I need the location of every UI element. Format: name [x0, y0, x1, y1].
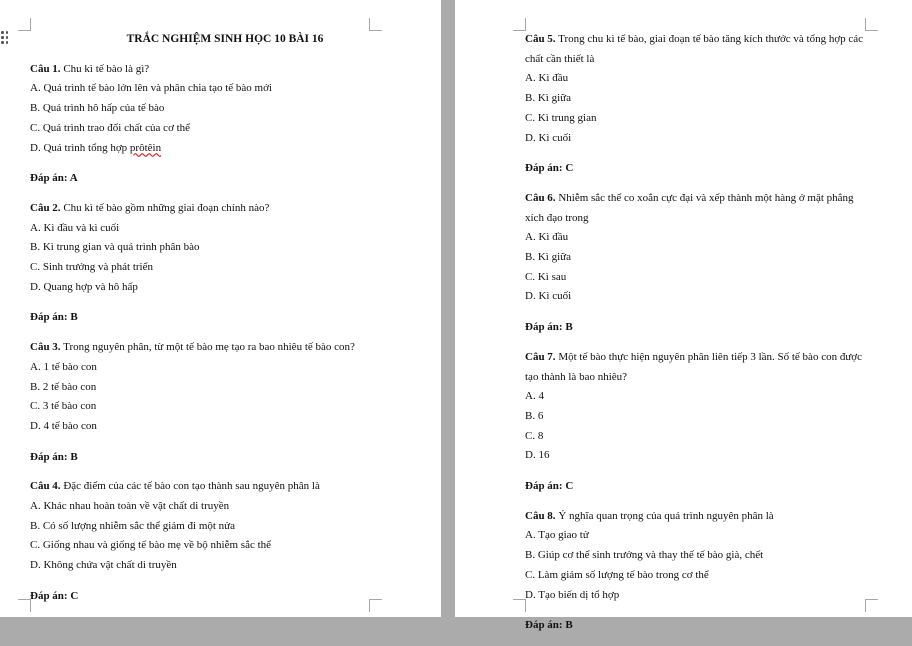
option-b: B. 2 tế bào con — [30, 380, 97, 393]
option-c: C. Sinh trưởng và phát triển — [30, 261, 153, 274]
option-a: A. 4 — [525, 390, 544, 403]
answer-text: Đáp án: A — [30, 172, 78, 185]
option-c: C. Làm giảm số lượng tế bào trong cơ thể — [525, 568, 709, 581]
option-a: A. Kì đầu — [525, 231, 569, 244]
option-a: A. 1 tế bào con — [30, 360, 97, 373]
option-c: C. Kì trung gian — [525, 111, 597, 124]
option-b: B. Kì giữa — [525, 92, 571, 105]
question-block — [30, 477, 410, 606]
question-text: Câu 4. Đặc điểm của các tế bào con tạo thành sau nguyên phân là — [30, 480, 320, 493]
option-b: B. Kì giữa — [525, 251, 571, 264]
option-b: B. Quá trình hô hấp của tế bào — [30, 102, 165, 115]
option-d: D. Quang hợp và hô hấp — [30, 280, 138, 293]
question-text: Câu 7. Một tế bào thực hiện nguyên phân liên tiếp 3 lần. Số tế bào con được tạo thành là bao nhiêu? — [525, 350, 862, 383]
option-a: A. Tạo giao tử — [525, 529, 589, 542]
option-a: A. Khác nhau hoàn toàn về vật chất di truyền — [30, 500, 230, 513]
question-block — [525, 30, 870, 179]
question-block — [30, 60, 410, 189]
option-d: D. 4 tế bào con — [30, 419, 97, 432]
document-title: TRẮC NGHIỆM SINH HỌC 10 BÀI 16 — [126, 33, 324, 45]
option-d: D. 16 — [525, 449, 550, 462]
option-a: A. Quá trình tế bào lớn lên và phân chia tạo tế bào mới — [30, 82, 272, 95]
option-c: C. 8 — [525, 429, 544, 442]
option-a: A. Kì đầu — [525, 72, 569, 85]
answer-text: Đáp án: B — [525, 321, 573, 334]
option-b: B. 6 — [525, 409, 544, 422]
option-c: C. Quá trình trao đổi chất của cơ thể — [30, 121, 191, 134]
option-c: C. Kì sau — [525, 270, 567, 283]
answer-text: Đáp án: B — [30, 311, 78, 324]
question-text: Câu 3. Trong nguyên phân, từ một tế bào mẹ tạo ra bao nhiêu tế bào con? — [30, 341, 355, 354]
page-content[interactable] — [525, 30, 870, 646]
option-d: D. Tạo biến dị tổ hợp — [525, 588, 620, 601]
option-c: C. 3 tế bào con — [30, 400, 97, 413]
option-d: D. Quá trình tổng hợp prôtêin — [30, 141, 162, 154]
question-block — [30, 338, 410, 467]
question-block — [525, 348, 870, 497]
spellcheck-underlined-word: prôtêin — [129, 141, 162, 154]
table-move-handle-icon[interactable] — [1, 31, 9, 45]
question-text: Câu 8. Ý nghĩa quan trọng của quá trình nguyên phân là — [525, 509, 774, 522]
answer-text: Đáp án: B — [525, 619, 573, 632]
page-content[interactable] — [30, 30, 410, 617]
document-page-right[interactable] — [455, 0, 912, 632]
answer-text: Đáp án: B — [30, 450, 78, 463]
question-text: Câu 2. Chu kì tế bào gồm những giai đoạn chính nào? — [30, 201, 270, 214]
option-d: D. Không chứa vật chất di truyền — [30, 559, 177, 572]
answer-text: Đáp án: C — [525, 162, 574, 175]
option-b: B. Kì trung gian và quá trình phân bào — [30, 241, 200, 254]
option-d: D. Kì cuối — [525, 131, 572, 144]
option-c: C. Giống nhau và giống tế bào mẹ về bộ nhiễm sắc thể — [30, 539, 272, 552]
option-b: B. Giúp cơ thể sinh trưởng và thay thế tế bào già, chết — [525, 549, 764, 562]
question-text: Câu 6. Nhiễm sắc thể co xoắn cực đại và xếp thành một hàng ở mặt phẳng xích đạo trong — [525, 191, 854, 224]
answer-text: Đáp án: C — [525, 480, 574, 493]
question-block — [525, 189, 870, 338]
option-d: D. Kì cuối — [525, 290, 572, 303]
question-text: Câu 1. Chu kì tế bào là gì? — [30, 62, 150, 75]
answer-text: Đáp án: C — [30, 589, 79, 602]
question-text: Câu 5. Trong chu kì tế bào, giai đoạn tế bào tăng kích thước và tổng hợp các chất cần thiết là — [525, 33, 864, 65]
question-block — [30, 199, 410, 328]
option-b: B. Có số lượng nhiễm sắc thể giảm đi một nửa — [30, 519, 236, 532]
option-a: A. Kì đầu và kì cuối — [30, 221, 120, 234]
document-page-left[interactable] — [0, 0, 441, 617]
